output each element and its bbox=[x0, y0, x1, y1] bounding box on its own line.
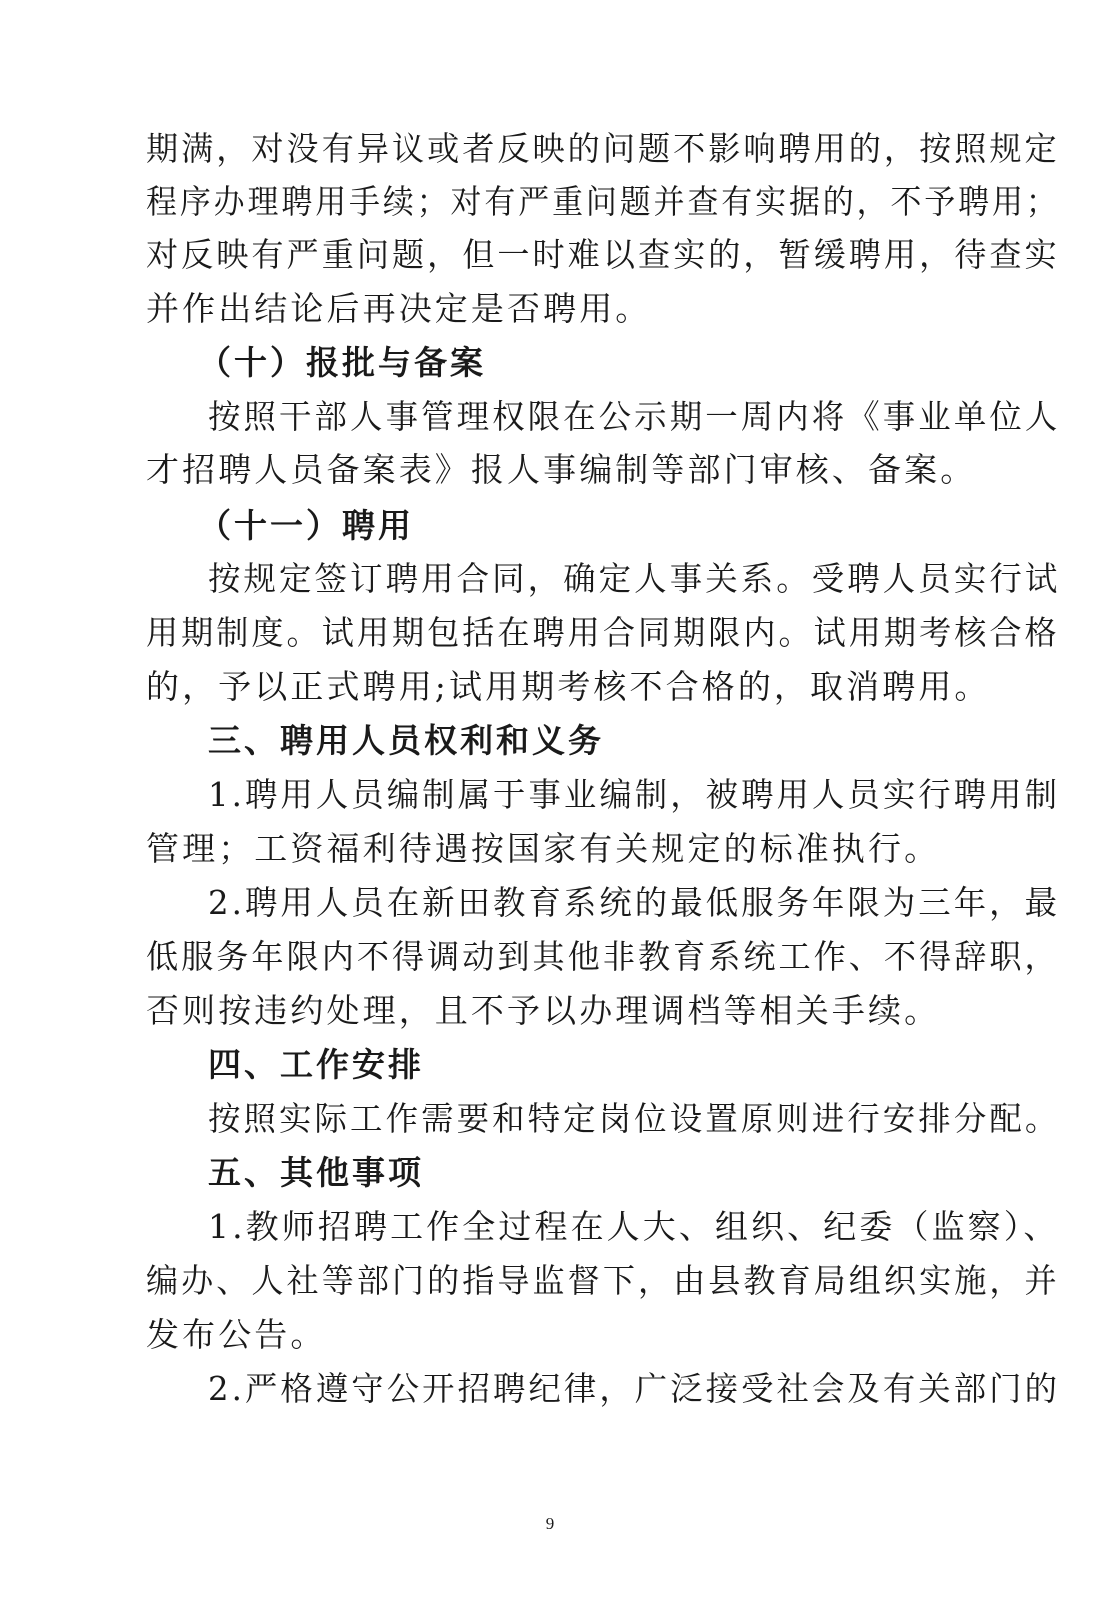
section-heading: 五、其他事项 bbox=[208, 1153, 424, 1192]
body-text-line: 用期制度。试用期包括在聘用合同期限内。试用期考核合格 bbox=[146, 613, 1060, 652]
body-text-line: 1.教师招聘工作全过程在人大、组织、纪委（监察）、 bbox=[208, 1207, 1060, 1246]
section-heading: 三、聘用人员权利和义务 bbox=[208, 721, 604, 760]
body-text-line: 否则按违约处理，且不予以办理调档等相关手续。 bbox=[146, 991, 941, 1030]
section-heading: 四、工作安排 bbox=[208, 1045, 424, 1084]
body-text-line: 2.严格遵守公开招聘纪律，广泛接受社会及有关部门的 bbox=[208, 1369, 1061, 1408]
body-text-line: 按照实际工作需要和特定岗位设置原则进行安排分配。 bbox=[208, 1099, 1061, 1138]
body-text-line: 2.聘用人员在新田教育系统的最低服务年限为三年，最 bbox=[208, 883, 1061, 922]
body-text-line: 才招聘人员备案表》报人事编制等部门审核、备案。 bbox=[146, 450, 977, 489]
body-text-line: 按规定签订聘用合同，确定人事关系。受聘人员实行试 bbox=[208, 559, 1061, 598]
section-heading: （十一）聘用 bbox=[198, 506, 414, 545]
body-text-line: 并作出结论后再决定是否聘用。 bbox=[146, 289, 652, 328]
body-text-line: 的，予以正式聘用;试用期考核不合格的，取消聘用。 bbox=[146, 667, 991, 706]
body-text-line: 程序办理聘用手续；对有严重问题并查有实据的，不予聘用； bbox=[146, 182, 1060, 221]
body-text-line: 管理；工资福利待遇按国家有关规定的标准执行。 bbox=[146, 829, 941, 868]
body-text-line: 按照干部人事管理权限在公示期一周内将《事业单位人 bbox=[208, 397, 1061, 436]
body-text-line: 低服务年限内不得调动到其他非教育系统工作、不得辞职， bbox=[146, 937, 1060, 976]
body-text-line: 发布公告。 bbox=[146, 1315, 327, 1354]
body-text-line: 1.聘用人员编制属于事业编制，被聘用人员实行聘用制 bbox=[208, 775, 1061, 814]
body-text-line: 对反映有严重问题，但一时难以查实的，暂缓聘用，待查实 bbox=[146, 235, 1060, 274]
section-heading: （十）报批与备案 bbox=[198, 343, 486, 382]
page-number: 9 bbox=[545, 1514, 555, 1533]
body-text-line: 期满，对没有异议或者反映的问题不影响聘用的，按照规定 bbox=[146, 129, 1060, 168]
body-text-line: 编办、人社等部门的指导监督下，由县教育局组织实施，并 bbox=[146, 1261, 1060, 1300]
